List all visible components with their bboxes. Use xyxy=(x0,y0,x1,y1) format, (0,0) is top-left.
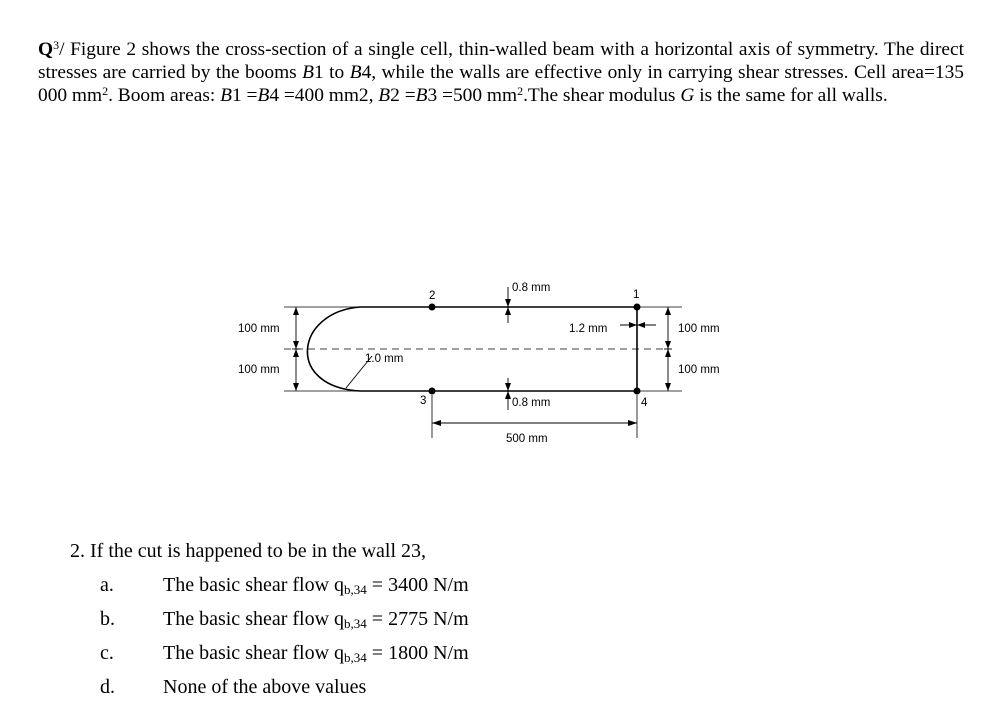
boom-2-dot xyxy=(429,304,436,311)
question-2 xyxy=(70,538,426,564)
label-boom-1: 1 xyxy=(633,289,640,301)
label-right-lower-dim: 100 mm xyxy=(678,364,720,376)
label-left-upper-dim: 100 mm xyxy=(238,323,280,335)
option-letter: d. xyxy=(100,676,115,698)
question-number: 2. xyxy=(70,540,85,562)
boom-1-dot xyxy=(634,304,641,311)
label-length-dim: 500 mm xyxy=(506,433,548,445)
problem-statement: $Q^3/$ Figure 2 shows the cross-section of a single cell, thin-walled beam with a horizontal axis of symmetry. The direct stresses are carried by the booms B1 to B4, while the walls are effective only in carrying shear stresses. Cell area=135 000 $mm^2$. Boom areas: B1 =B4 =400 mm2, B2 =B3 =500 $mm^2.The$ shear modulus G is the same for all walls. xyxy=(38,38,964,106)
label-web-thickness: 1.2 mm xyxy=(569,323,608,335)
label-boom-4: 4 xyxy=(641,397,648,409)
label-right-upper-dim: 100 mm xyxy=(678,323,720,335)
option-letter: b. xyxy=(100,608,115,630)
option-text: None of the above values xyxy=(163,676,367,698)
label-left-lower-dim: 100 mm xyxy=(238,364,280,376)
label-top-thickness: 0.8 mm xyxy=(512,282,551,294)
label-boom-3: 3 xyxy=(420,395,427,407)
label-nose-thickness: 1.0 mm xyxy=(365,353,404,365)
option-text: The basic shear flow $q_{b,34} = 3400$ N/m xyxy=(163,574,469,597)
option-text: The basic shear flow $q_{b,34} = 1800$ N/m xyxy=(163,642,469,665)
question-text: If the cut is happened to be in the wall 23, xyxy=(90,540,427,562)
label-boom-2: 2 xyxy=(429,290,436,302)
option-letter: c. xyxy=(100,642,114,664)
option-text: The basic shear flow $q_{b,34} = 2775$ N/m xyxy=(163,608,469,631)
option-letter: a. xyxy=(100,574,114,596)
question-prefix: Q xyxy=(38,39,54,60)
boom-4-dot xyxy=(634,388,641,395)
boom-3-dot xyxy=(429,388,436,395)
label-bottom-thickness: 0.8 mm xyxy=(512,397,551,409)
